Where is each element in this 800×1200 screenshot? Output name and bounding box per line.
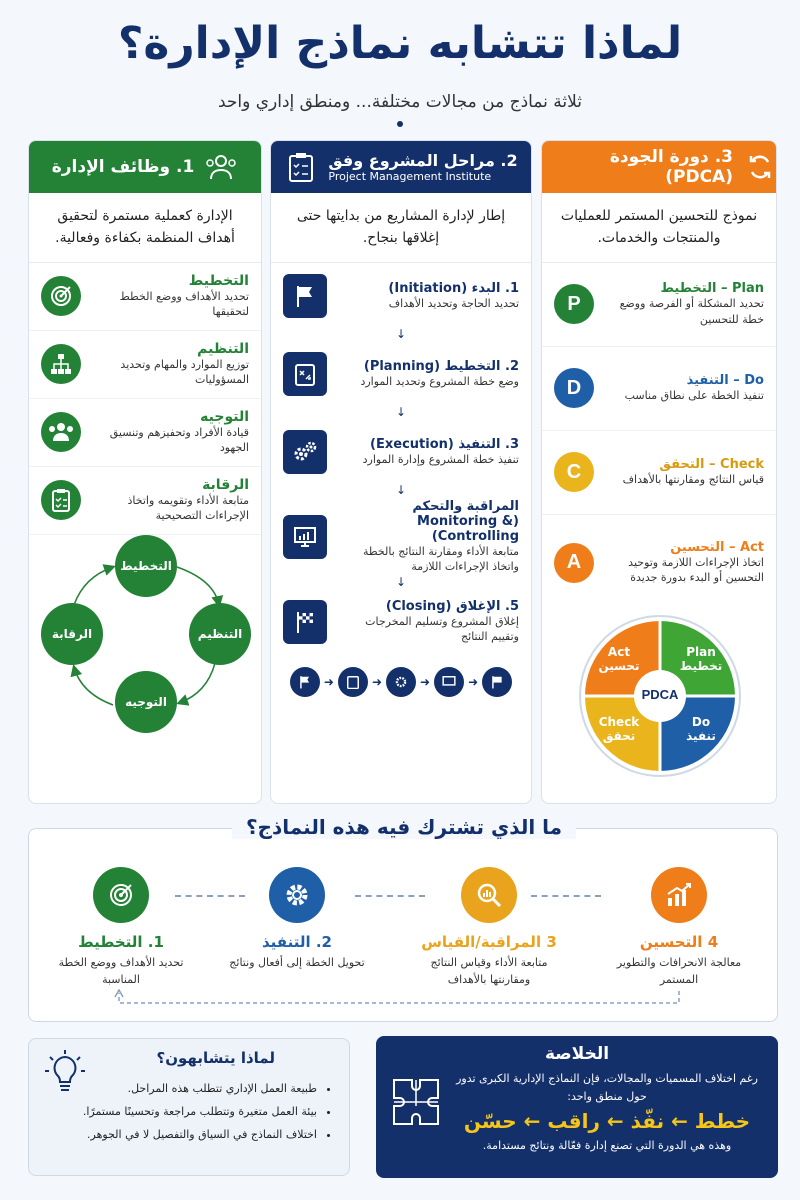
pdca-intro: نموذج للتحسين المستمر للعمليات والمنتجات والخدمات. [542,193,776,263]
common-step [217,867,377,972]
function-desc: تحديد الأهداف ووضع الخطط لتحقيقها [119,289,249,319]
summary-formula: خطط ← نفّذ ← راقب ← حسّن [463,1109,751,1134]
pdca-wheel-center: PDCA [641,686,679,702]
gear-icon [269,867,325,923]
phase-title: المراقبة والتحكم (Monitoring & Controlling) [412,498,519,544]
function-title: التوجيه [200,408,249,425]
right-arrow-icon: ➜ [371,674,382,689]
list-item: • اختلاف النماذج في السياق والتفصيل لا في الجوهر. [43,1123,317,1146]
project-phases-subtitle: Project Management Institute [328,170,492,183]
pdca-header [542,141,776,193]
pdca-item-title: Check – التحقق [659,457,764,473]
phase-title: 3. التنفيذ (Execution) [370,436,519,452]
function-item [29,263,261,331]
people-icon [204,150,238,184]
management-functions-header [29,141,261,193]
pdca-item-title: Do – التنفيذ [686,373,764,389]
target-icon [93,867,149,923]
common-step-title: 4 التحسين [639,933,719,951]
function-title: التنظيم [197,340,249,357]
common-step-desc: تحديد الأهداف ووضع الخطة المناسبة [58,956,184,986]
common-step-desc: متابعة الأداء وقياس النتائج ومقارنتها بالأهداف [430,956,548,986]
common-step [409,867,569,988]
wheel-plan-label: Plan تخطيط [679,644,723,673]
common-section-title: ما الذي تشترك فيه هذه النماذج؟ [232,815,576,839]
phase-item [271,341,531,407]
pdca-item-desc: تنفيذ الخطة على نطاق مناسب [624,389,764,403]
management-cycle-diagram [29,535,261,745]
summary-text: رغم اختلاف المسميات والمجالات، فإن النماذج الإدارية الكبرى تدور حول منطق واحد: [456,1072,758,1103]
phase-desc: إغلاق المشروع وتسليم المخرجات وتقييم النتائج [365,614,519,644]
page-title: لماذا تتشابه نماذج الإدارة؟ [117,18,683,69]
feedback-loop-line [29,989,779,1019]
management-functions-intro: الإدارة كعملية مستمرة لتحقيق أهداف المنظمة بكفاءة وفعالية. [29,193,261,263]
cycle-arrows-icon [743,150,776,184]
phase-title: 1. البدء (Initiation) [388,280,519,296]
people-icon [41,412,81,452]
project-phases-intro: إطار لإدارة المشاريع من بدايتها حتى إغلاقها بنجاح. [271,193,531,263]
monitor-chart-icon [434,667,464,697]
right-arrow-icon: ➜ [468,674,479,689]
pdca-panel [541,140,777,804]
management-functions-panel [28,140,262,804]
down-arrow-icon: ↓ [395,482,407,497]
checklist-icon [284,150,318,184]
phase-item [271,263,531,329]
pdca-item-desc: قياس النتائج ومقارنتها بالأهداف [622,473,764,487]
pdca-item [542,347,776,431]
summary-closing: وهذه هي الدورة التي تصنع إدارة فعّالة ونتائج مستدامة. [482,1139,732,1153]
pdca-wheel [542,611,776,781]
function-item [29,399,261,467]
cycle-node-planning: التخطيط [115,535,177,597]
pdca-item [542,263,776,347]
act-letter-badge: A [554,543,594,583]
why-similar-title: لماذا يتشابهون؟ [156,1049,275,1067]
common-step [41,867,201,988]
why-similar-box [28,1038,350,1176]
clipboard-icon [41,480,81,520]
check-letter-badge: C [554,452,594,492]
finish-flag-icon [283,600,327,644]
common-step-title: 1. التخطيط [78,933,164,951]
down-arrow-icon: ↓ [395,574,407,589]
growth-chart-icon [651,867,707,923]
lightbulb-icon [43,1049,87,1099]
phase-item [271,419,531,485]
phase-desc: متابعة الأداء ومقارنة النتائج بالخطة واتخاذ الإجراءات اللازمة [362,544,519,574]
management-functions-title: 1. وظائف الإدارة [51,157,195,177]
phase-item [271,589,531,655]
down-arrow-icon: ↓ [395,404,407,419]
page-subtitle: ثلاثة نماذج من مجالات مختلفة... ومنطق إداري واحد [217,92,583,112]
do-letter-badge: D [554,368,594,408]
common-step-title: 2. التنفيذ [262,933,332,951]
org-chart-icon [41,344,81,384]
phase-desc: وضع خطة المشروع وتحديد الموارد [360,374,519,388]
plan-letter-badge: P [554,284,594,324]
project-phases-panel [270,140,532,804]
gears-icon [386,667,416,697]
common-step-title: 3 المراقبة/القياس [421,933,557,951]
common-step-desc: معالجة الانحرافات والتطوير المستمر [616,956,742,986]
function-title: الرقابة [202,476,249,493]
summary-box [376,1036,778,1178]
phase-title: 2. التخطيط (Planning) [363,358,519,374]
flag-icon [290,667,320,697]
function-desc: توزيع الموارد والمهام وتحديد المسؤوليات [120,357,249,387]
flag-icon [283,274,327,318]
common-elements-section [28,815,778,1022]
monitor-chart-icon [283,515,327,559]
puzzle-icon [390,1076,450,1140]
right-arrow-icon: ➜ [323,674,334,689]
summary-title: الخلاصة [544,1044,610,1064]
project-phases-header [271,141,531,193]
pdca-title: 3. دورة الجودة (PDCA) [609,147,733,187]
target-icon [41,276,81,316]
common-step [599,867,759,988]
phase-flow-strip [271,655,531,697]
divider-dot [397,121,403,127]
pdca-item-desc: اتخاذ الإجراءات اللازمة وتوحيد التحسين أو البدء بدورة جديدة [628,555,764,585]
wheel-check-label: Check تحقق [598,714,640,743]
pdca-item [542,515,776,611]
phase-desc: تنفيذ خطة المشروع وإدارة الموارد [362,452,519,466]
wheel-do-label: Do تنفيذ [686,714,716,743]
down-arrow-icon: ↓ [395,326,407,341]
phase-item [271,497,531,577]
function-title: التخطيط [188,272,249,289]
finish-flag-icon [482,667,512,697]
wheel-act-label: Act تحسين [598,644,640,673]
list-item: • طبيعة العمل الإداري تتطلب هذه المراحل. [43,1077,317,1100]
pdca-item-title: Act – التحسين [670,539,764,555]
plan-icon [283,352,327,396]
right-arrow-icon: ➜ [420,674,431,689]
pdca-item-title: Plan – التخطيط [660,281,764,297]
magnifier-chart-icon [461,867,517,923]
pdca-item-desc: تحديد المشكلة أو الفرصة ووضع خطة للتحسين [619,297,764,326]
cycle-node-controlling: الرقابة [41,603,103,665]
cycle-node-directing: التوجيه [115,671,177,733]
phase-title: 5. الإغلاق (Closing) [385,598,519,614]
function-item [29,467,261,535]
function-desc: متابعة الأداء وتقويمه واتخاذ الإجراءات التصحيحية [127,493,249,523]
common-step-desc: تحويل الخطة إلى أفعال ونتائج [229,956,365,969]
plan-icon [338,667,368,697]
gears-icon [283,430,327,474]
phase-desc: تحديد الحاجة وتحديد الأهداف [388,296,519,310]
function-desc: قيادة الأفراد وتحفيزهم وتنسيق الجهود [109,425,249,455]
function-item [29,331,261,399]
pdca-item [542,431,776,515]
project-phases-title: 2. مراحل المشروع وفق [328,150,518,170]
list-item: • بيئة العمل متغيرة وتتطلب مراجعة وتحسينًا مستمرًا. [43,1100,317,1123]
cycle-node-organizing: التنظيم [189,603,251,665]
